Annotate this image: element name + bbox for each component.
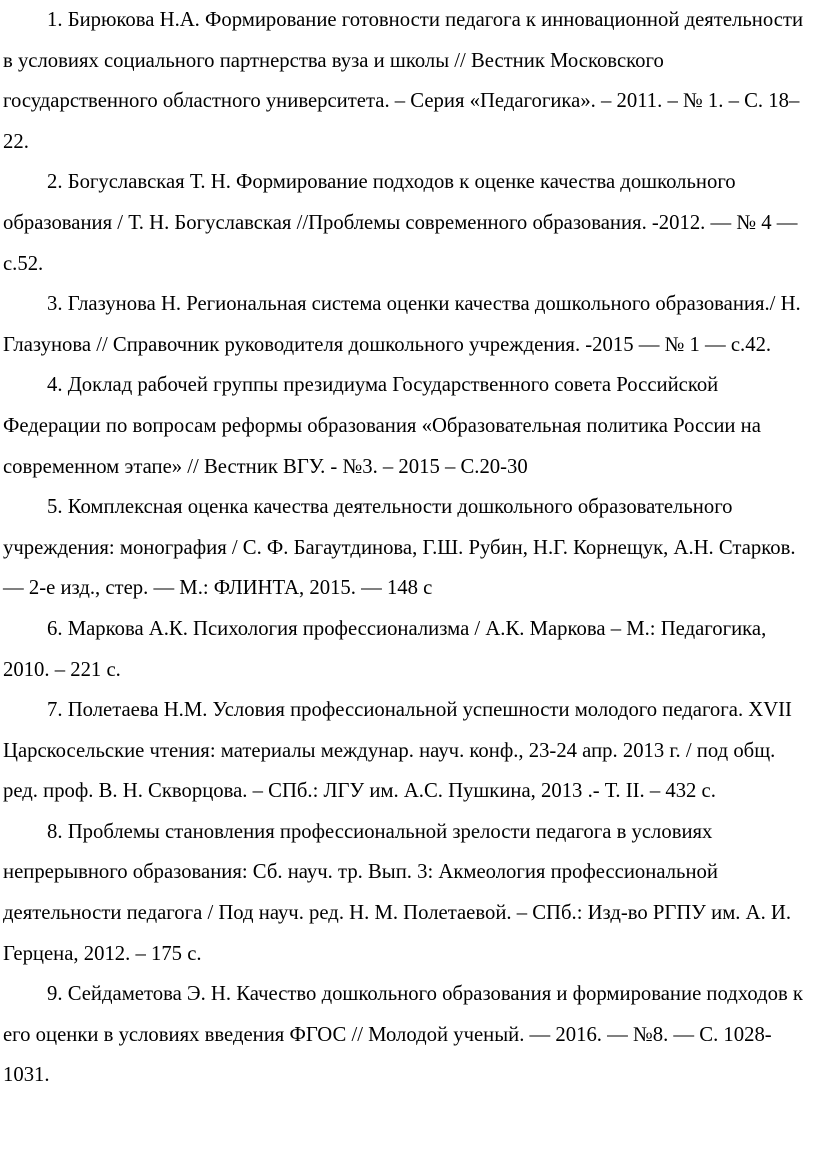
reference-text: Полетаева Н.М. Условия профессиональной успешности молодого педагога. XVII Царскосельские чтения: материалы междунар. науч. конф., 23-24 апр. 2013 г. / под общ. ред. проф. В. Н. Скворцова. – СПб.: ЛГУ им. А.С. Пушкина, 2013 .- Т. II. – 432 с. [3, 699, 792, 803]
reference-number: 6. [47, 617, 63, 640]
reference-item [3, 365, 810, 487]
reference-list [3, 0, 810, 1096]
reference-item [3, 284, 810, 365]
reference-item [3, 162, 810, 284]
reference-number: 9. [47, 983, 63, 1006]
reference-text: Богуславская Т. Н. Формирование подходов к оценке качества дошкольного образования / Т. Н. Богуславская //Проблемы современного образования. -2012. — № 4 — с.52. [3, 171, 798, 275]
reference-text: Глазунова Н. Региональная система оценки качества дошкольного образования./ Н. Глазунова // Справочник руководителя дошкольного учреждения. -2015 — № 1 — с.42. [3, 293, 801, 356]
reference-text: Комплексная оценка качества деятельности дошкольного образовательного учреждения: монография / С. Ф. Багаутдинова, Г.Ш. Рубин, Н.Г. Корнещук, А.Н. Старков. — 2-е изд., стер. — М.: ФЛИНТА, 2015. — 148 с [3, 496, 796, 600]
reference-number: 2. [47, 171, 63, 194]
reference-text: Проблемы становления профессиональной зрелости педагога в условиях непрерывного образования: Сб. науч. тр. Вып. 3: Акмеология профессиональной деятельности педагога / Под науч. ред. Н. М. Полетаевой. – СПб.: Изд-во РГПУ им. А. И. Герцена, 2012. – 175 с. [3, 820, 792, 965]
reference-number: 5. [47, 496, 63, 519]
reference-number: 3. [47, 293, 63, 316]
reference-number: 7. [47, 699, 63, 722]
reference-text: Маркова А.К. Психология профессионализма / А.К. Маркова – М.: Педагогика, 2010. – 221 с. [3, 617, 767, 681]
reference-item [3, 690, 810, 812]
reference-item [3, 609, 810, 690]
reference-item [3, 0, 810, 162]
reference-item [3, 974, 810, 1096]
reference-item [3, 487, 810, 609]
reference-text: Доклад рабочей группы президиума Государственного совета Российской Федерации по вопросам реформы образования «Образовательная политика России на современном этапе» // Вестник ВГУ. - №3. – 2015 – С.20-30 [3, 374, 761, 478]
reference-item [3, 812, 810, 974]
reference-number: 8. [47, 820, 63, 843]
reference-number: 4. [47, 374, 63, 397]
reference-text: Сейдаметова Э. Н. Качество дошкольного образования и формирование подходов к его оценки в условиях введения ФГОС // Молодой ученый. — 2016. — №8. — С. 1028-1031. [3, 983, 803, 1087]
reference-text: Бирюкова Н.А. Формирование готовности педагога к инновационной деятельности в условиях социального партнерства вуза и школы // Вестник Московского государственного областного университета. – Серия «Педагогика». – 2011. – № 1. – С. 18–22. [3, 9, 804, 153]
reference-number: 1. [47, 9, 63, 31]
